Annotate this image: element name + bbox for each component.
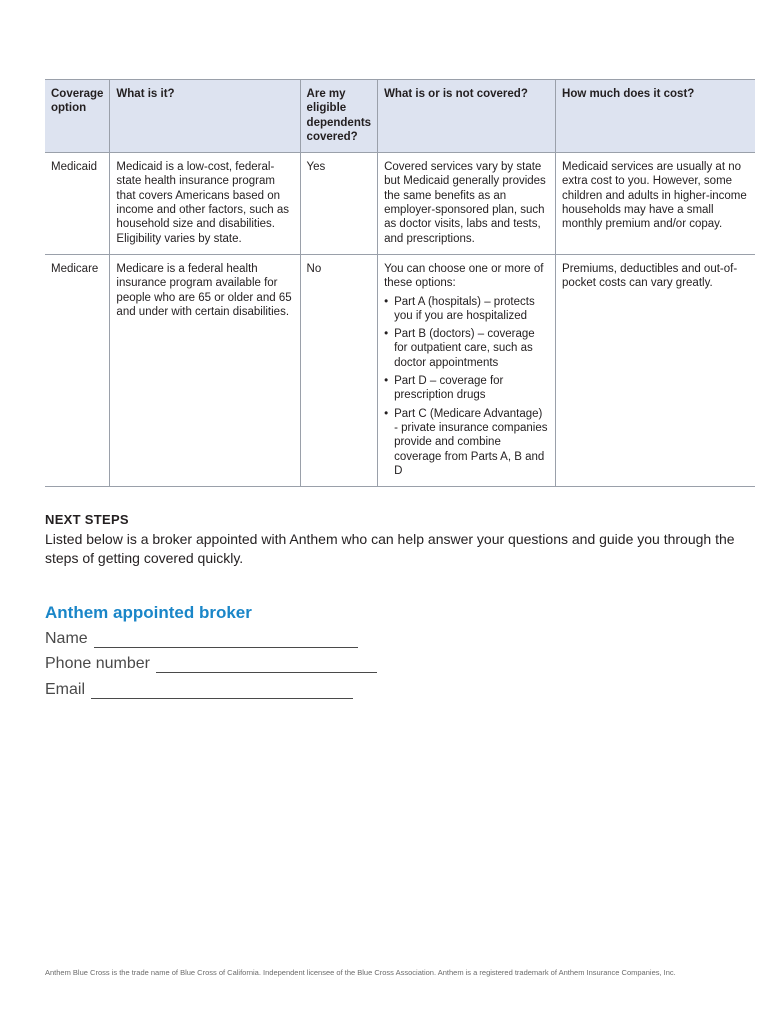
cell-cost: Premiums, deductibles and out-of-pocket costs can vary greatly. bbox=[556, 254, 755, 486]
covered-intro: You can choose one or more of these options: bbox=[384, 262, 544, 290]
cell-what: Medicaid is a low-cost, federal-state health insurance program that covers Americans based on income and other factors, such as household size and disabilities. Eligibility varies by state. bbox=[110, 153, 300, 255]
footer-disclaimer: Anthem Blue Cross is the trade name of Blue Cross of California. Independent licensee of the Blue Cross Association. Anthem is a registered trademark of Anthem Insurance Companies, Inc. bbox=[45, 968, 676, 977]
list-item: • Part D – coverage for prescription drugs bbox=[384, 374, 549, 403]
header-coverage-option: Coverage option bbox=[45, 80, 110, 153]
phone-label: Phone number bbox=[45, 655, 150, 672]
header-covered: What is or is not covered? bbox=[378, 80, 556, 153]
header-cost: How much does it cost? bbox=[556, 80, 755, 153]
broker-title: Anthem appointed broker bbox=[45, 603, 252, 622]
cell-cost: Medicaid services are usually at no extra cost to you. However, some children and adults in higher-income households may have a small monthly premium and/or copay. bbox=[556, 153, 755, 255]
list-item: • Part B (doctors) – coverage for outpatient care, such as doctor appointments bbox=[384, 327, 549, 370]
table-row-medicaid bbox=[45, 153, 755, 255]
next-steps-title: NEXT STEPS bbox=[45, 512, 129, 527]
name-label: Name bbox=[45, 630, 88, 647]
table-header-row bbox=[45, 80, 755, 153]
email-line bbox=[91, 684, 353, 699]
cell-option: Medicaid bbox=[45, 153, 110, 255]
cell-covered: Covered services vary by state but Medicaid generally provides the same benefits as an employer-sponsored plan, such as doctor visits, labs and tests, and prescriptions. bbox=[378, 153, 556, 255]
list-item: • Part A (hospitals) – protects you if you are hospitalized bbox=[384, 295, 549, 324]
cell-dependents: No bbox=[300, 254, 378, 486]
broker-email-field bbox=[45, 681, 353, 699]
header-dependents: Are my eligible dependents covered? bbox=[300, 80, 378, 153]
next-steps-body: Listed below is a broker appointed with Anthem who can help answer your questions and guide you through the steps of getting covered quickly. bbox=[45, 531, 735, 566]
phone-line bbox=[156, 658, 377, 673]
cell-option: Medicare bbox=[45, 254, 110, 486]
table-row-medicare bbox=[45, 254, 755, 486]
cell-covered bbox=[378, 254, 556, 486]
cell-dependents: Yes bbox=[300, 153, 378, 255]
coverage-table bbox=[45, 79, 755, 487]
cell-what: Medicare is a federal health insurance program available for people who are 65 or older and 65 and under with certain disabilities. bbox=[110, 254, 300, 486]
coverage-options-list bbox=[384, 295, 549, 479]
list-item: • Part C (Medicare Advantage) - private insurance companies provide and combine coverage from Parts A, B and D bbox=[384, 407, 549, 478]
broker-name-field bbox=[45, 630, 358, 648]
name-line bbox=[94, 633, 358, 648]
broker-phone-field bbox=[45, 655, 377, 673]
header-what-is-it: What is it? bbox=[110, 80, 300, 153]
email-label: Email bbox=[45, 681, 86, 698]
